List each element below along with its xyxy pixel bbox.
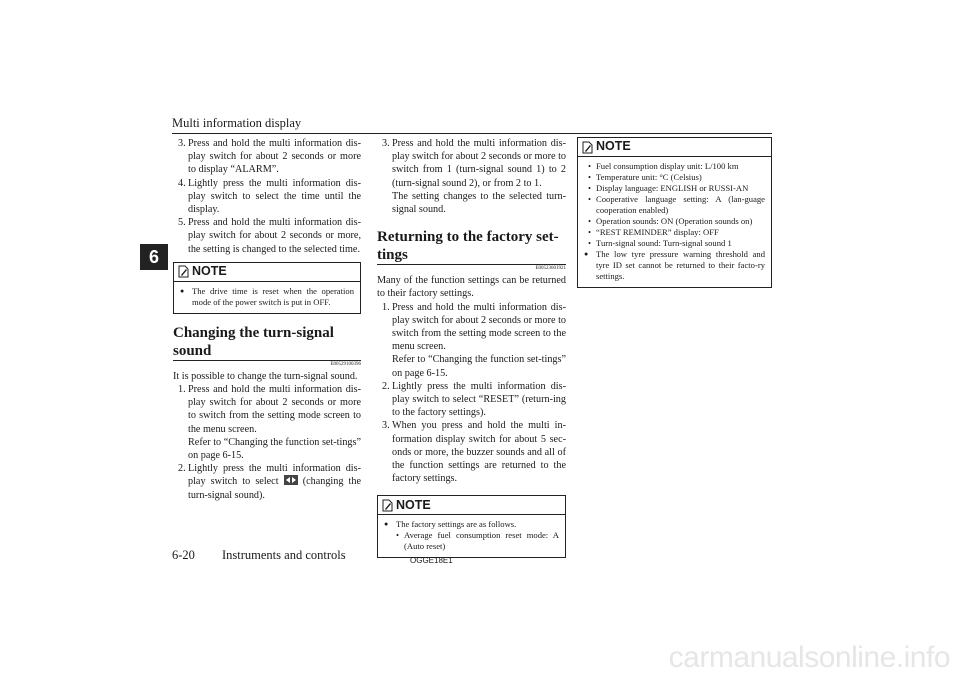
- col1-step-3: 3. Press and hold the multi information dis-play switch for about 2 seconds or more to display “ALARM”.: [178, 138, 361, 176]
- turn-signal-step-3: 3. Press and hold the multi information dis-play switch for about 2 seconds or more to switch from 1 (turn-signal sound 1) to 2 (turn-signal sound 2), or from 2 to 1.: [382, 138, 566, 189]
- list-item: • Display language: ENGLISH or RUSSI-AN: [588, 183, 749, 193]
- list-item: • Temperature unit: °C (Celsius): [588, 172, 702, 182]
- section-heading-factory: Returning to the factory set-tings: [377, 228, 566, 265]
- bullet-l-icon: ●: [584, 250, 589, 258]
- note-box-drive-time: [173, 262, 361, 314]
- column-1: [173, 137, 361, 502]
- section-code: E00529100396: [330, 361, 361, 367]
- column-2: [377, 137, 566, 568]
- note-body: • Fuel consumption display unit: L/100 km • Temperature unit: °C (Celsius) • Display language: ENGLISH or RUSSI-AN • Cooperative language setting: A (lan-guage cooperation enabled) • Operation sounds: ON (Operation sounds on) • “REST REMINDER” display: OFF • Turn-signal sound: Turn-signal sound 1 ● The low tyre pressure warning threshold and tyre ID set cannot be returned to their facto-ry settings.: [584, 161, 765, 281]
- list-item: • Fuel consumption display unit: L/100 km: [588, 161, 739, 171]
- turn-signal-step-3-extra: The setting changes to the selected turn-signal sound.: [392, 190, 566, 216]
- note-body: ● The drive time is reset when the operation mode of the power switch is put in OFF.: [180, 285, 354, 307]
- header-divider: [172, 133, 772, 134]
- factory-step-2: 2. Lightly press the multi information dis-play switch to select “RESET” (return-ing to the factory settings).: [382, 380, 566, 419]
- chapter-tab: 6: [140, 244, 168, 270]
- col1-step-5: 5. Press and hold the multi information dis-play switch for about 2 seconds or more, the setting is changed to the selected time.: [178, 217, 361, 255]
- note-body: ● The factory settings are as follows. • Average fuel consumption reset mode: A (Auto reset): [384, 519, 559, 552]
- note-header: NOTE: [174, 263, 360, 282]
- turn-signal-step-2: 2. Lightly press the multi information dis-play switch to select (changing the turn-signal sound).: [178, 463, 361, 501]
- turn-signal-step-1-ref: Refer to “Changing the function set-tings” on page 6-15.: [188, 436, 361, 462]
- section-intro: It is possible to change the turn-signal sound.: [173, 370, 358, 382]
- col1-step-4: 4. Lightly press the multi information dis-play switch to select the time until the display.: [178, 177, 361, 216]
- bullet-l-icon: ●: [384, 520, 389, 529]
- list-item: • Cooperative language setting: A (lan-guage cooperation enabled): [588, 194, 765, 215]
- note-pencil-icon: [581, 141, 593, 154]
- note-pencil-icon: [177, 265, 189, 278]
- footer-code: OGGE18E1: [410, 556, 453, 565]
- page-number: 6-20: [172, 548, 195, 562]
- footer-section-title: Instruments and controls: [222, 548, 346, 562]
- factory-step-3: 3. When you press and hold the multi in-formation display switch for about 5 sec-onds or more, the buzzer sounds and all of the function settings are returned to the factory settings.: [382, 420, 566, 485]
- note-header: NOTE: [378, 496, 565, 515]
- note-header: NOTE: [578, 138, 771, 157]
- column-3: [577, 137, 772, 298]
- factory-intro: Many of the function settings can be returned to their factory settings.: [377, 275, 566, 300]
- list-item: • Turn-signal sound: Turn-signal sound 1: [588, 238, 732, 248]
- page-header-title: Multi information display: [172, 116, 302, 130]
- note-box-factory: [377, 495, 566, 558]
- section-heading-turn-signal: Changing the turn-signal sound: [173, 324, 361, 361]
- section-code: E00523601921: [535, 266, 566, 272]
- note-box-factory-cont: [577, 137, 772, 288]
- turn-signal-icon: [284, 475, 298, 485]
- list-item: • Operation sounds: ON (Operation sounds on): [588, 216, 753, 226]
- factory-step-1-ref: Refer to “Changing the function set-tings” on page 6-15.: [392, 354, 566, 379]
- watermark: carmanualsonline.info: [668, 641, 950, 674]
- bullet-l-icon: ●: [180, 286, 185, 295]
- list-item: • “REST REMINDER” display: OFF: [588, 227, 719, 237]
- factory-step-1: 1. Press and hold the multi information dis-play switch for about 2 seconds or more to switch from the setting mode screen to the menu screen.: [382, 301, 566, 353]
- note-pencil-icon: [381, 499, 393, 512]
- turn-signal-step-1: 1. Press and hold the multi information dis-play switch for about 2 seconds or more to switch from the setting mode screen to the menu screen.: [178, 384, 361, 435]
